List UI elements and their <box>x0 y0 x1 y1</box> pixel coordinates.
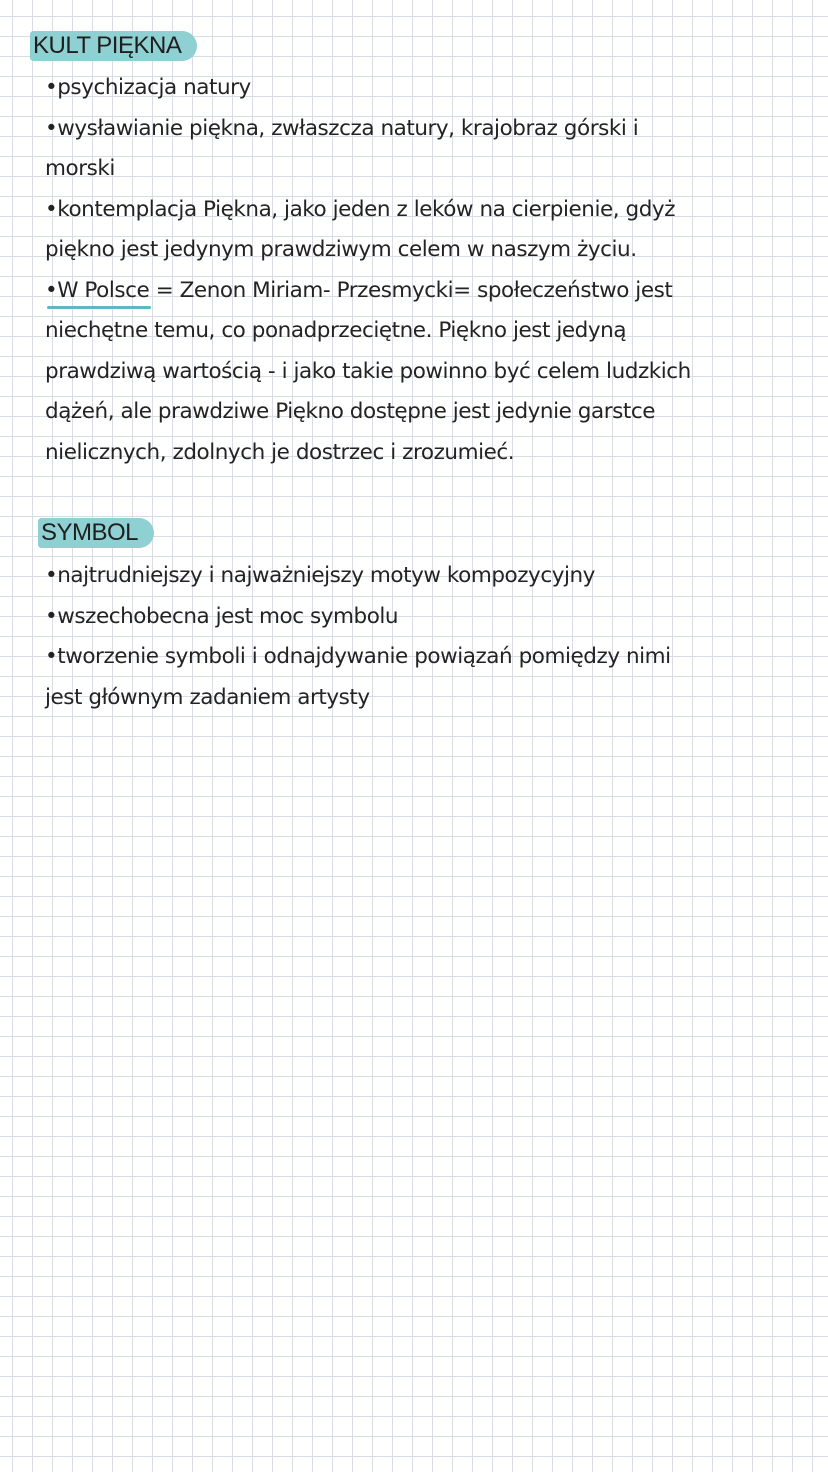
note-line: •kontemplacja Piękna, jako jeden z leków na cierpienie, gdyż <box>45 196 676 222</box>
note-line: niechętne temu, co ponadprzeciętne. Piękno jest jedyną <box>45 318 627 343</box>
w-polsce-underlined-label: •W Polsce <box>45 271 149 312</box>
kult-piekna-notes <box>45 68 691 473</box>
heading-kult-piekna: KULT PIĘKNA <box>30 31 197 61</box>
note-line: •psychizacja natury <box>45 75 251 100</box>
heading-symbol: SYMBOL <box>38 518 154 548</box>
w-polsce-line-rest: = Zenon Miriam- Przesmycki= społeczeństwo jest <box>149 277 673 303</box>
note-line: prawdziwą wartością - i jako takie powinno być celem ludzkich <box>45 358 691 384</box>
note-line: •tworzenie symboli i odnajdywanie powiązań pomiędzy nimi <box>45 644 671 669</box>
note-line-w-polsce <box>45 271 691 312</box>
note-line: piękno jest jedynym prawdziwym celem w naszym życiu. <box>45 237 637 262</box>
note-line: morski <box>45 156 115 181</box>
note-line: dążeń, ale prawdziwe Piękno dostępne jest jedynie garstce <box>45 399 655 424</box>
note-line: nielicznych, zdolnych je dostrzec i zrozumieć. <box>45 439 515 465</box>
note-line: •wszechobecna jest moc symbolu <box>45 603 399 629</box>
note-line: •wysławianie piękna, zwłaszcza natury, krajobraz górski i <box>45 115 639 141</box>
symbol-notes <box>45 556 671 718</box>
note-line: •najtrudniejszy i najważniejszy motyw kompozycyjny <box>45 563 595 588</box>
note-line: jest głównym zadaniem artysty <box>45 684 370 710</box>
